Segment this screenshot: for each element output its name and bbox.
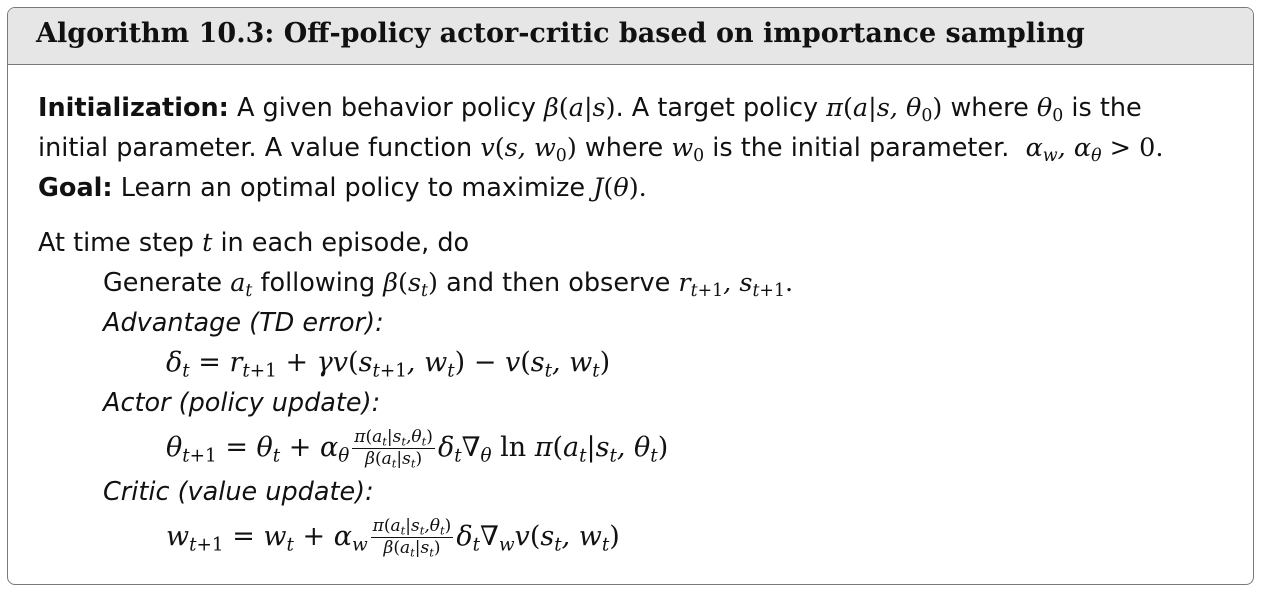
goal-text: Learn an optimal policy to maximize [120, 173, 586, 203]
critic-label: Critic (value update): [103, 477, 374, 507]
actor-label: Actor (policy update): [103, 388, 381, 418]
init-label: Initialization: [38, 93, 229, 123]
init-text-4: is the [1071, 93, 1142, 123]
generate-text-1: Generate [103, 268, 223, 298]
init-line-1 [38, 91, 1142, 125]
init-line-2 [38, 131, 1163, 165]
behavior-policy-math: β(a|s) [544, 93, 616, 123]
theta0-math: $\theta_0$ [1036, 93, 1064, 127]
td-error-equation: $\delta_t = r_{t+1} + \gamma v(s_{t+1}$, $w_t) - v(s_t$, $w_t$) [166, 347, 611, 382]
init-text-6: where [584, 133, 664, 163]
algorithm-box [7, 7, 1254, 585]
value-function-math: v(s, $w_0$) [480, 133, 577, 167]
generate-step [103, 266, 793, 300]
init-text-2: . A target policy [615, 93, 819, 123]
generate-text-2: following [260, 268, 376, 298]
algorithm-title: Algorithm 10.3: Off-policy actor-critic based on importance sampling [36, 18, 1085, 49]
observation-math: $r_{t+1}$, $s_{t+1}$. [678, 268, 794, 302]
actor-update-equation: $\theta_{t+1} = \theta_t + \alpha_\theta$ $\frac{\pi(a_t|s_t,\theta_t)}{\beta(a_t|s_t)}$ $\delta_t\nabla_\theta$ $\ln \pi(a_t|s_t$, $\theta_t$) [166, 427, 669, 471]
importance-ratio-fraction-critic: $\frac{\pi(a_t|s_t,\theta_t)}{\beta(a_t|s_t)}$ [372, 516, 452, 560]
objective-math: J(θ). [593, 173, 647, 203]
loop-header [38, 226, 469, 260]
goal-label: Goal: [38, 173, 113, 203]
critic-update-equation: $w_{t+1} = w_t + \alpha_w$ $\frac{\pi(a_t|s_t,\theta_t)}{\beta(a_t|s_t)}$ $\delta_t\nabla_wv(s_t$, $w_t$) [166, 516, 620, 560]
action-math: $a_t$ [230, 268, 253, 302]
init-text-5: initial parameter. A value function [38, 133, 473, 163]
target-policy-math: π(a|s, $\theta_0$) [826, 93, 943, 127]
init-text-1: A given behavior policy [236, 93, 536, 123]
generate-text-3: and then observe [446, 268, 671, 298]
t-math: t [202, 228, 213, 258]
advantage-label: Advantage (TD error): [103, 308, 384, 338]
behavior-state-math: $\beta(s_t)$ [383, 268, 438, 302]
importance-ratio-fraction: $\frac{\pi(a_t|s_t,\theta_t)}{\beta(a_t|s_t)}$ [354, 427, 433, 471]
init-text-7: is the initial parameter. [712, 133, 1010, 163]
goal-line [38, 171, 647, 205]
init-text-3: where [950, 93, 1029, 123]
loop-header-2: in each episode, do [220, 228, 470, 258]
learning-rates-math: $\alpha_w$, $\alpha_\theta > 0$. [1017, 133, 1164, 167]
w0-math: $w_0$ [671, 133, 705, 167]
loop-header-1: At time step [38, 228, 194, 258]
